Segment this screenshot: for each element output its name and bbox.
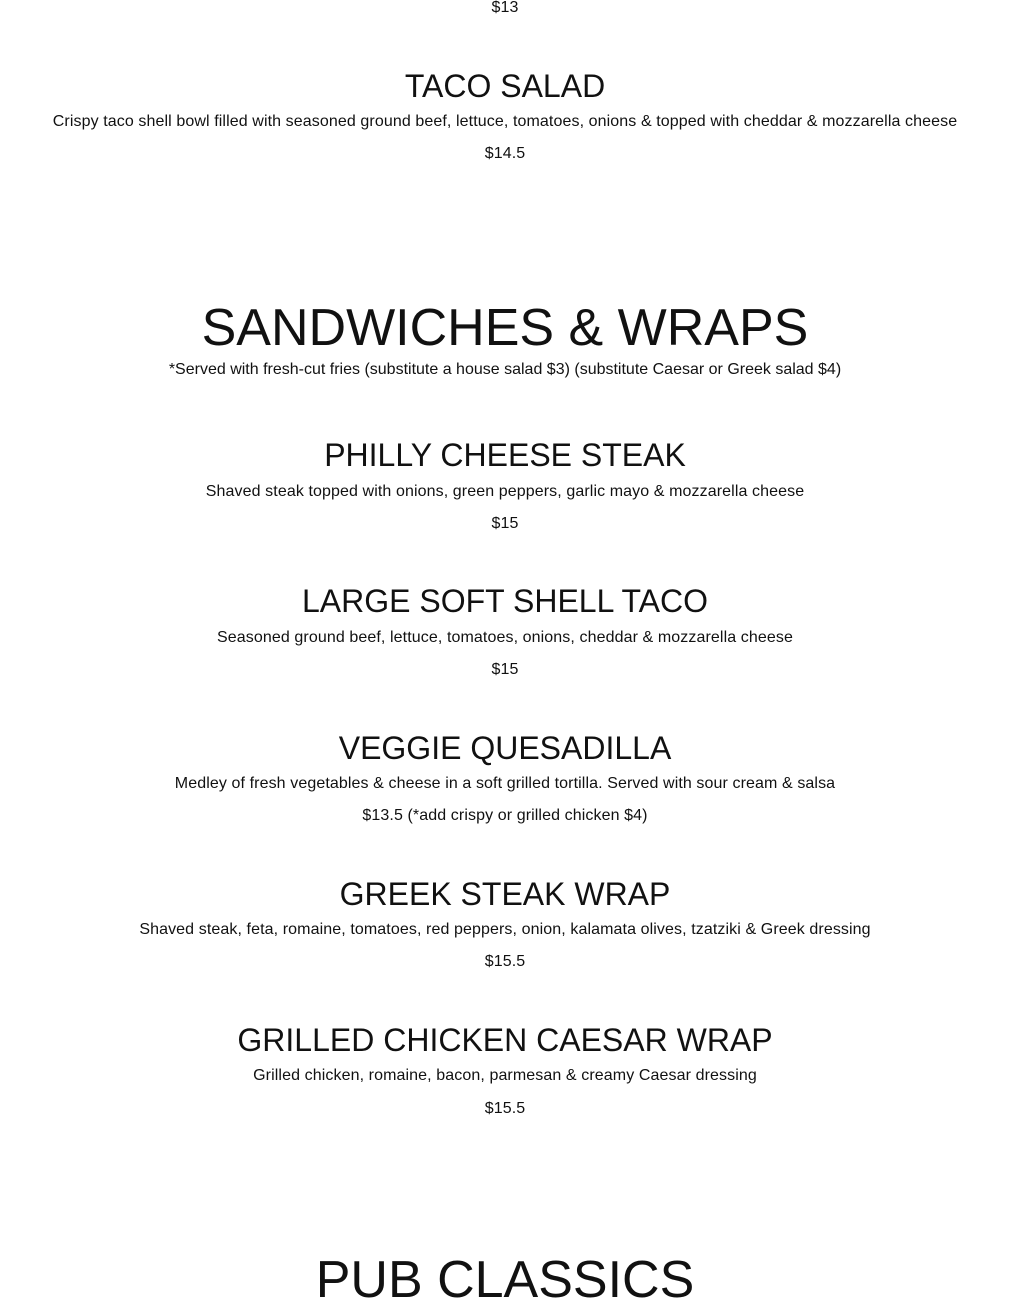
section-title-pub-classics: PUB CLASSICS	[315, 1251, 695, 1309]
section-title: SANDWICHES & WRAPS	[201, 299, 809, 357]
menu-item-price: $15.5	[484, 1100, 526, 1117]
menu-item-price: $15	[491, 661, 519, 678]
menu-item-name: GREEK STEAK WRAP	[339, 876, 671, 912]
menu-item-description: Shaved steak topped with onions, green peppers, garlic mayo & mozzarella cheese	[205, 483, 805, 500]
menu-item-name: VEGGIE QUESADILLA	[338, 730, 672, 766]
previous-item-price: $13	[491, 0, 519, 16]
menu-item-price: $15	[491, 515, 519, 532]
menu-item-description: Crispy taco shell bowl filled with seasoned ground beef, lettuce, tomatoes, onions & topped with cheddar & mozzarella cheese	[52, 113, 958, 130]
menu-item-description: Medley of fresh vegetables & cheese in a soft grilled tortilla. Served with sour cream & salsa	[174, 775, 836, 792]
menu-item-description: Grilled chicken, romaine, bacon, parmesan & creamy Caesar dressing	[253, 1067, 757, 1084]
menu-item-price: $13.5 (*add crispy or grilled chicken $4)	[362, 807, 648, 824]
menu-item-name: TACO SALAD	[404, 68, 606, 104]
menu-item-description: Seasoned ground beef, lettuce, tomatoes, onions, cheddar & mozzarella cheese	[217, 629, 793, 646]
menu-item-name: LARGE SOFT SHELL TACO	[301, 583, 709, 619]
menu-item-price: $15.5	[484, 953, 526, 970]
menu-item-description: Shaved steak, feta, romaine, tomatoes, red peppers, onion, kalamata olives, tzatziki & Greek dressing	[139, 921, 871, 938]
menu-item-price: $14.5	[484, 145, 526, 162]
menu-item-name: PHILLY CHEESE STEAK	[324, 437, 686, 473]
section-note: *Served with fresh-cut fries (substitute a house salad $3) (substitute Caesar or Greek salad $4)	[168, 361, 842, 378]
menu-item-name: GRILLED CHICKEN CAESAR WRAP	[237, 1022, 773, 1058]
